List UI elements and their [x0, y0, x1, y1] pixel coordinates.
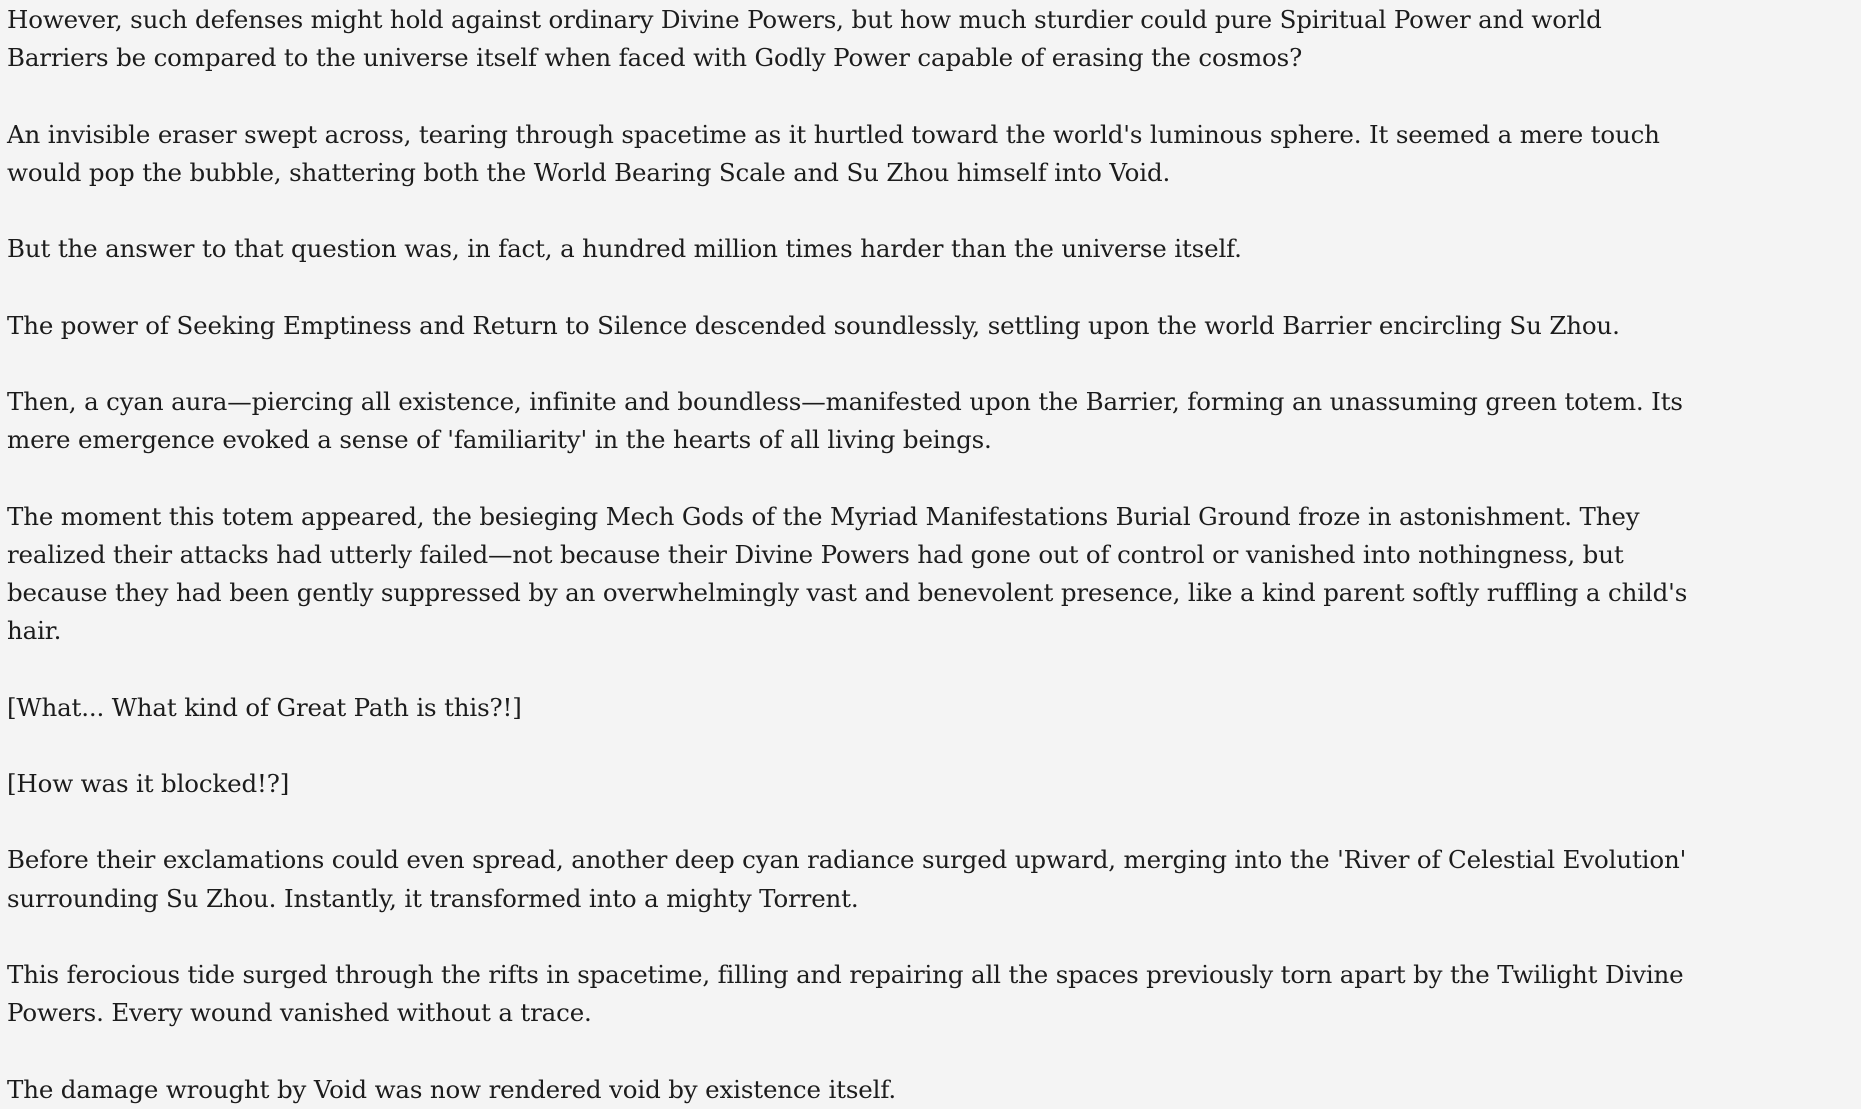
paragraph-1: However, such defenses might hold against ordinary Divine Powers, but how much sturdier could pure Spiritual Power and world Barriers be compared to the universe itself when faced with Godly Power capable of erasing the cosmos?: [7, 5, 1602, 73]
paragraph-11: The damage wrought by Void was now rendered void by existence itself.: [7, 1074, 896, 1104]
paragraph-3: But the answer to that question was, in fact, a hundred million times harder than the universe itself.: [7, 234, 1242, 264]
paragraph-8: [How was it blocked!?]: [7, 768, 290, 798]
paragraph-7: [What... What kind of Great Path is this?!]: [7, 692, 522, 722]
paragraph-10: This ferocious tide surged through the rifts in spacetime, filling and repairing all the spaces previously torn apart by the Twilight Divine Powers. Every wound vanished without a trace.: [7, 959, 1684, 1028]
paragraph-6: The moment this totem appeared, the besieging Mech Gods of the Myriad Manifestations Burial Ground froze in astonishment. They realized their attacks had utterly failed—not because their Divine Powers had gone out of control or vanished into nothingness, but because they had been gently suppressed by an overwhelmingly vast and benevolent presence, like a kind parent softly ruffling a child's hair.: [7, 501, 1688, 646]
paragraph-2: An invisible eraser swept across, tearing through spacetime as it hurtled toward the world's luminous sphere. It seemed a mere touch would pop the bubble, shattering both the World Bearing Scale and Su Zhou himself into Void.: [7, 119, 1660, 187]
paragraph-4: The power of Seeking Emptiness and Return to Silence descended soundlessly, settling upon the world Barrier encircling Su Zhou.: [7, 310, 1620, 340]
paragraph-5: Then, a cyan aura—piercing all existence, infinite and boundless—manifested upon the Barrier, forming an unassuming green totem. Its mere emergence evoked a sense of 'familiarity' in the hearts of all living beings.: [7, 386, 1683, 455]
paragraph-9: Before their exclamations could even spread, another deep cyan radiance surged upward, merging into the 'River of Celestial Evolution' surrounding Su Zhou. Instantly, it transformed into a mighty Torrent.: [7, 845, 1687, 913]
